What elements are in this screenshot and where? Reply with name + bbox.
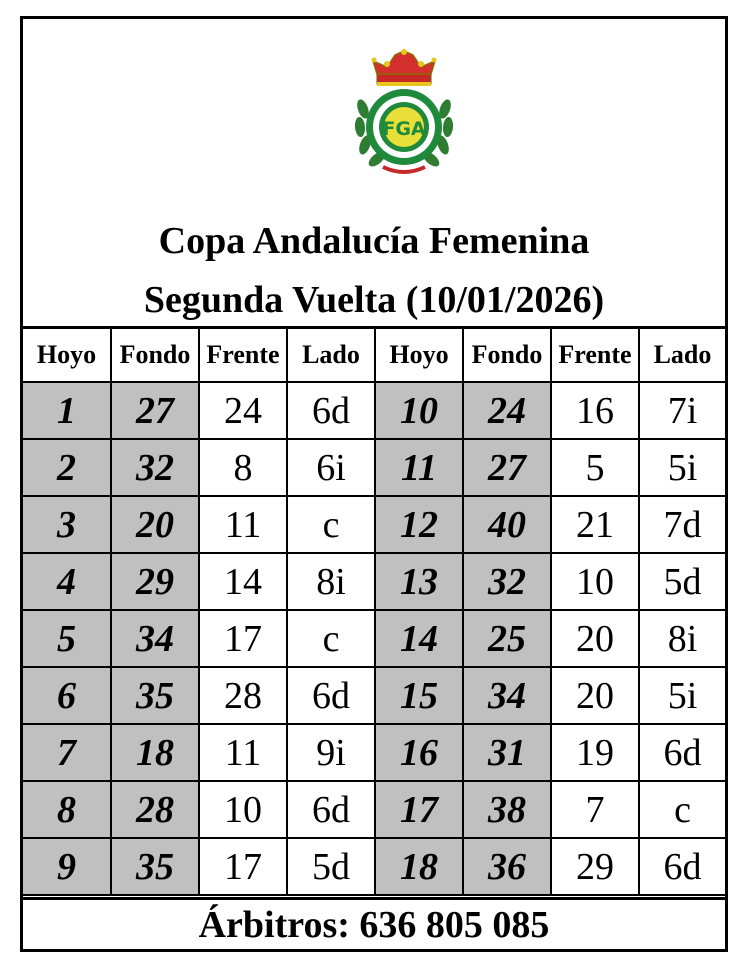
depth-cell: 34 [111, 610, 199, 667]
header [23, 19, 725, 326]
depth-cell: 32 [463, 553, 551, 610]
front-cell: 5 [551, 439, 639, 496]
hole-cell: 17 [375, 781, 463, 838]
side-cell: 6d [287, 781, 375, 838]
front-cell: 14 [199, 553, 287, 610]
front-cell: 17 [199, 838, 287, 895]
side-cell: 5i [639, 439, 725, 496]
column-header: Hoyo [375, 329, 463, 382]
side-cell: 5d [287, 838, 375, 895]
table-row [23, 553, 725, 610]
front-cell: 11 [199, 724, 287, 781]
table-row [23, 610, 725, 667]
title-line-1: Copa Andalucía Femenina [158, 220, 590, 262]
column-header: Frente [199, 329, 287, 382]
table-row [23, 496, 725, 553]
hole-cell: 10 [375, 382, 463, 439]
side-cell: c [287, 496, 375, 553]
front-cell: 20 [551, 610, 639, 667]
depth-cell: 20 [111, 496, 199, 553]
side-cell: 6d [287, 382, 375, 439]
header-row [23, 329, 725, 382]
side-cell: 6d [639, 838, 725, 895]
hole-cell: 18 [375, 838, 463, 895]
front-cell: 29 [551, 838, 639, 895]
side-cell: c [639, 781, 725, 838]
table-row [23, 781, 725, 838]
depth-cell: 25 [463, 610, 551, 667]
side-cell: 6d [287, 667, 375, 724]
hole-cell: 8 [23, 781, 111, 838]
front-cell: 19 [551, 724, 639, 781]
title-line-2: Segunda Vuelta (10/01/2026) [143, 279, 605, 321]
depth-cell: 31 [463, 724, 551, 781]
column-header: Fondo [463, 329, 551, 382]
hole-cell: 3 [23, 496, 111, 553]
column-header: Lado [287, 329, 375, 382]
side-cell: 7i [639, 382, 725, 439]
table-row [23, 667, 725, 724]
depth-cell: 24 [463, 382, 551, 439]
hole-cell: 14 [375, 610, 463, 667]
side-cell: c [287, 610, 375, 667]
table-row [23, 439, 725, 496]
front-cell: 10 [199, 781, 287, 838]
front-cell: 17 [199, 610, 287, 667]
pin-positions-table [23, 329, 725, 896]
hole-cell: 4 [23, 553, 111, 610]
side-cell: 6d [639, 724, 725, 781]
side-cell: 8i [287, 553, 375, 610]
side-cell: 7d [639, 496, 725, 553]
side-cell: 5i [639, 667, 725, 724]
hole-cell: 5 [23, 610, 111, 667]
front-cell: 16 [551, 382, 639, 439]
table-row [23, 724, 725, 781]
front-cell: 20 [551, 667, 639, 724]
table-row [23, 838, 725, 895]
side-cell: 9i [287, 724, 375, 781]
column-header: Lado [639, 329, 725, 382]
column-header: Frente [551, 329, 639, 382]
front-cell: 21 [551, 496, 639, 553]
fga-crest-logo [343, 49, 465, 177]
table-row [23, 382, 725, 439]
depth-cell: 27 [463, 439, 551, 496]
crown-icon [372, 49, 437, 86]
depth-cell: 36 [463, 838, 551, 895]
hole-cell: 7 [23, 724, 111, 781]
hole-cell: 1 [23, 382, 111, 439]
depth-cell: 35 [111, 838, 199, 895]
front-cell: 24 [199, 382, 287, 439]
front-cell: 7 [551, 781, 639, 838]
side-cell: 6i [287, 439, 375, 496]
depth-cell: 38 [463, 781, 551, 838]
depth-cell: 18 [111, 724, 199, 781]
depth-cell: 35 [111, 667, 199, 724]
referees-footer: Árbitros: 636 805 085 [23, 897, 725, 949]
depth-cell: 34 [463, 667, 551, 724]
hole-cell: 9 [23, 838, 111, 895]
depth-cell: 29 [111, 553, 199, 610]
front-cell: 11 [199, 496, 287, 553]
front-cell: 8 [199, 439, 287, 496]
side-cell: 8i [639, 610, 725, 667]
fga-logo-text: FGA [382, 118, 426, 140]
hole-cell: 12 [375, 496, 463, 553]
hole-cell: 6 [23, 667, 111, 724]
column-header: Fondo [111, 329, 199, 382]
depth-cell: 27 [111, 382, 199, 439]
column-header: Hoyo [23, 329, 111, 382]
front-cell: 10 [551, 553, 639, 610]
depth-cell: 28 [111, 781, 199, 838]
depth-cell: 40 [463, 496, 551, 553]
depth-cell: 32 [111, 439, 199, 496]
side-cell: 5d [639, 553, 725, 610]
hole-cell: 11 [375, 439, 463, 496]
pin-sheet [20, 16, 728, 952]
hole-cell: 13 [375, 553, 463, 610]
hole-cell: 16 [375, 724, 463, 781]
front-cell: 28 [199, 667, 287, 724]
hole-cell: 15 [375, 667, 463, 724]
hole-cell: 2 [23, 439, 111, 496]
